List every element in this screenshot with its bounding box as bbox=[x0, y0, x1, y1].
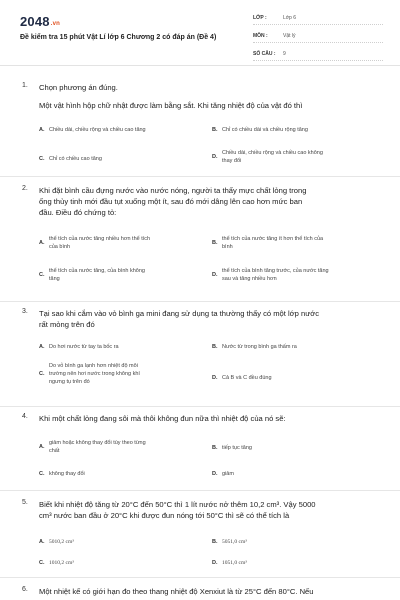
meta-label: LỚP : bbox=[253, 15, 267, 21]
logo-main: 2048 bbox=[20, 14, 50, 29]
question-number: 6. bbox=[22, 586, 28, 593]
option-letter: A. bbox=[39, 240, 45, 246]
meta-value: Vật lý bbox=[283, 33, 296, 39]
option-letter: D. bbox=[212, 471, 218, 477]
question-text bbox=[39, 308, 384, 330]
meta-value: Lớp 6 bbox=[283, 15, 297, 21]
option-text bbox=[49, 235, 150, 251]
question-line: Chọn phương án đúng. bbox=[39, 83, 118, 92]
option-line: thay đổi bbox=[222, 158, 242, 164]
option-text bbox=[49, 267, 145, 283]
option-text: Chỉ có chiều dài và chiều rộng tăng bbox=[222, 127, 308, 133]
option-line: giảm hoặc không thay đổi tùy theo từng bbox=[49, 440, 146, 446]
option-text: Chiều dài, chiều rộng và chiều cao tăng bbox=[49, 127, 146, 133]
question-3 bbox=[0, 306, 400, 407]
option-line: sau và tăng nhiều hơn bbox=[222, 276, 277, 282]
option-line: trường nên hơi nước trong không khí bbox=[49, 371, 140, 377]
question-4 bbox=[0, 411, 400, 491]
question-line: Khi một chất lỏng đang sôi mà thôi không đun nữa thì nhiệt độ của nó sẽ: bbox=[39, 414, 286, 423]
option-text: Chỉ có chiều cao tăng bbox=[49, 156, 102, 162]
question-text bbox=[39, 413, 384, 424]
option-text: 5010,2 cm³ bbox=[49, 539, 74, 545]
site-logo[interactable] bbox=[20, 14, 60, 29]
option-text: Do hơi nước từ tay ta bốc ra bbox=[49, 344, 119, 350]
option-c[interactable] bbox=[39, 267, 204, 283]
question-6 bbox=[0, 584, 400, 600]
question-text bbox=[39, 586, 384, 597]
option-text: tiếp tục tăng bbox=[222, 445, 252, 451]
option-letter: C. bbox=[39, 272, 45, 278]
option-letter: D. bbox=[212, 560, 218, 566]
option-line: thể tích của nước tăng, của bình không bbox=[49, 268, 145, 274]
option-letter: A. bbox=[39, 127, 45, 133]
question-number: 5. bbox=[22, 499, 28, 506]
question-2 bbox=[0, 183, 400, 302]
question-line: Một vật hình hộp chữ nhật được làm bằng sắt. Khi tăng nhiệt độ của vật đó thì bbox=[39, 101, 303, 110]
option-text bbox=[49, 362, 140, 386]
option-line: ngưng tụ trên đó bbox=[49, 379, 90, 385]
option-letter: A. bbox=[39, 344, 45, 350]
option-line: Chiều dài, chiều rộng và chiều cao không bbox=[222, 150, 323, 156]
option-d[interactable] bbox=[212, 267, 384, 283]
option-line: chất bbox=[49, 448, 60, 454]
option-a[interactable] bbox=[39, 126, 204, 134]
meta-value: 9 bbox=[283, 51, 286, 57]
option-letter: D. bbox=[212, 375, 218, 381]
question-line: Tại sao khi cắm vào vỏ bình ga mini đang sử dụng ta thường thấy có một lớp nước bbox=[39, 309, 320, 318]
option-text: Nước từ trong bình ga thấm ra bbox=[222, 344, 297, 350]
question-line: đầu. Điều đó chứng tỏ: bbox=[39, 208, 117, 217]
option-b[interactable] bbox=[212, 538, 384, 546]
option-letter: C. bbox=[39, 560, 45, 566]
option-b[interactable] bbox=[212, 126, 384, 134]
question-text bbox=[39, 82, 384, 111]
question-text bbox=[39, 499, 384, 521]
option-a[interactable] bbox=[39, 343, 204, 351]
option-text: Cả B và C đều đúng bbox=[222, 375, 272, 381]
option-c[interactable] bbox=[39, 559, 204, 567]
page-title: Đề kiểm tra 15 phút Vật Lí lớp 6 Chương 2 có đáp án (Đề 4) bbox=[20, 34, 217, 41]
option-text bbox=[222, 149, 323, 165]
option-letter: B. bbox=[212, 344, 218, 350]
option-line: bình bbox=[222, 244, 233, 250]
option-c[interactable] bbox=[39, 470, 204, 478]
option-text: 1010,2 cm³ bbox=[49, 560, 74, 566]
option-letter: B. bbox=[212, 240, 218, 246]
option-d[interactable] bbox=[212, 149, 384, 165]
option-c[interactable] bbox=[39, 155, 204, 163]
option-text: 5051,0 cm³ bbox=[222, 539, 247, 545]
option-letter: B. bbox=[212, 127, 218, 133]
option-letter: D. bbox=[212, 272, 218, 278]
option-letter: C. bbox=[39, 471, 45, 477]
meta-info bbox=[253, 12, 383, 66]
option-line: thể tích của nước tăng ít hơn thể tích của bbox=[222, 236, 324, 242]
option-d[interactable] bbox=[212, 559, 384, 567]
question-line: Biết khi nhiệt độ tăng từ 20°C đến 50°C thì 1 lít nước nở thêm 10,2 cm³. Vậy 5000 bbox=[39, 500, 316, 509]
question-number: 3. bbox=[22, 308, 28, 315]
option-letter: B. bbox=[212, 445, 218, 451]
option-line: Do vỏ bình ga lạnh hơn nhiệt độ môi bbox=[49, 363, 138, 369]
question-line: rất mỏng trên đó bbox=[39, 320, 95, 329]
option-a[interactable] bbox=[39, 235, 204, 251]
option-line: thể tích của nước tăng nhiều hơn thể tích bbox=[49, 236, 151, 242]
question-number: 4. bbox=[22, 413, 28, 420]
question-5 bbox=[0, 497, 400, 578]
option-letter: D. bbox=[212, 154, 218, 160]
option-text: 1051,0 cm³ bbox=[222, 560, 247, 566]
option-b[interactable] bbox=[212, 235, 384, 251]
question-1 bbox=[0, 80, 400, 177]
option-line: thể tích của bình tăng trước, của nước tăng bbox=[222, 268, 329, 274]
meta-row-subject bbox=[253, 30, 383, 43]
meta-row-count bbox=[253, 48, 383, 61]
option-b[interactable] bbox=[212, 343, 384, 351]
option-text bbox=[222, 267, 329, 283]
meta-label: SỐ CÂU : bbox=[253, 51, 276, 57]
option-a[interactable] bbox=[39, 538, 204, 546]
option-line: tăng bbox=[49, 276, 60, 282]
option-text bbox=[222, 235, 323, 251]
option-letter: C. bbox=[39, 371, 45, 377]
option-text bbox=[49, 439, 146, 455]
header bbox=[0, 0, 400, 66]
option-d[interactable] bbox=[212, 374, 384, 382]
option-letter: B. bbox=[212, 539, 218, 545]
question-line: Khi đặt bình cầu đựng nước vào nước nóng, người ta thấy mực chất lỏng trong bbox=[39, 186, 307, 195]
meta-row-class bbox=[253, 12, 383, 25]
option-letter: A. bbox=[39, 539, 45, 545]
option-letter: C. bbox=[39, 156, 45, 162]
option-letter: A. bbox=[39, 444, 45, 450]
question-number: 2. bbox=[22, 185, 28, 192]
question-text bbox=[39, 185, 384, 218]
question-line: cm³ nước ban đầu ở 20°C khi được đun nóng tới 50°C thì sẽ có thể tích là bbox=[39, 511, 290, 520]
question-line: ống thủy tinh mới đầu tụt xuống một ít, sau đó mới dâng lên cao hơn mức ban bbox=[39, 197, 303, 206]
question-line: Một nhiệt kế có giới hạn đo theo thang nhiệt độ Xenxiut là từ 25°C đến 80°C. Nếu bbox=[39, 587, 314, 596]
option-text: giảm bbox=[222, 471, 234, 477]
option-line: của bình bbox=[49, 244, 71, 250]
option-c[interactable] bbox=[39, 362, 204, 386]
meta-label: MÔN : bbox=[253, 33, 268, 39]
question-number: 1. bbox=[22, 82, 28, 89]
option-d[interactable] bbox=[212, 470, 384, 478]
option-a[interactable] bbox=[39, 439, 204, 455]
logo-suffix: .vn bbox=[50, 21, 61, 27]
option-b[interactable] bbox=[212, 444, 384, 452]
option-text: không thay đổi bbox=[49, 471, 85, 477]
